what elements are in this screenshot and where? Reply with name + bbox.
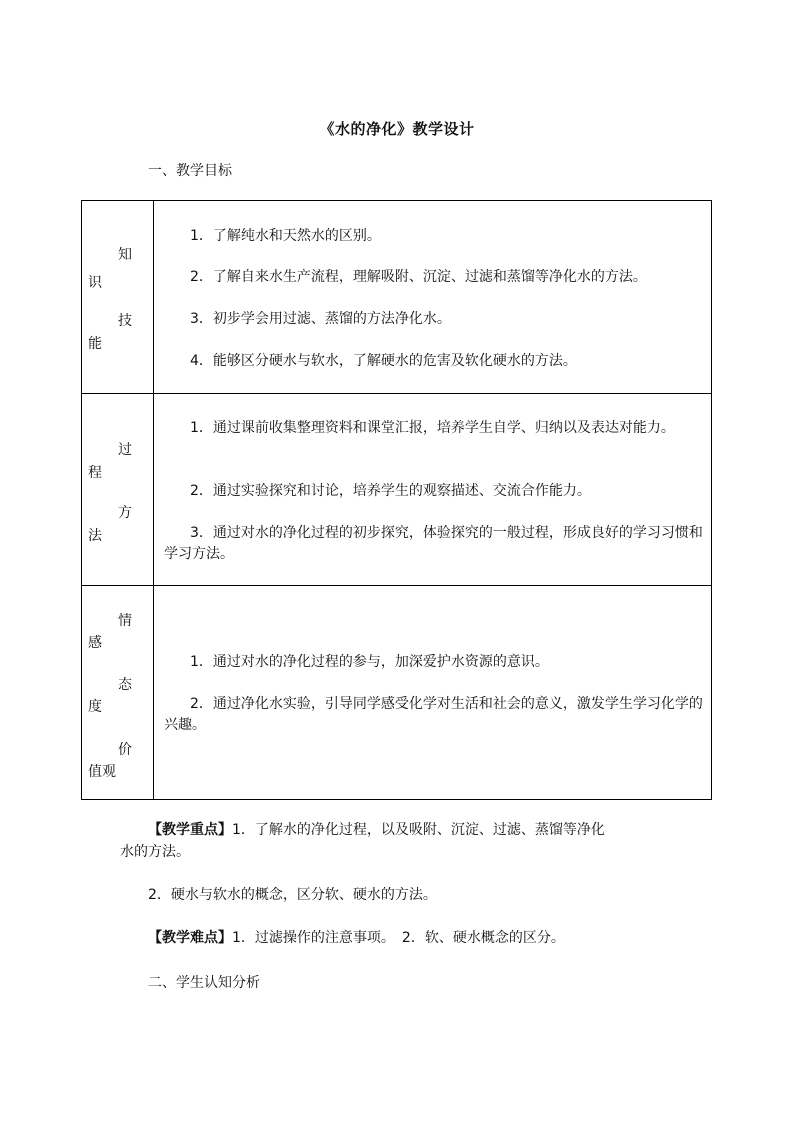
goal-item: 2．通过净化水实验，引导同学感受化学对生活和社会的意义，激发学生学习化学的兴趣。 [164, 696, 703, 733]
document-title: 《水的净化》教学设计 [319, 120, 475, 138]
difficult-points-text: 1．过滤操作的注意事项。 2．软、硬水概念的区分。 [232, 930, 565, 946]
goal-row-emotion-attitude-values [82, 585, 711, 799]
key-points-label: 【教学重点】 [148, 822, 232, 838]
label-char: 方 [118, 505, 132, 521]
goal-item: 3．通过对水的净化过程的初步探究，体验探究的一般过程，形成良好的学习习惯和学习方法。 [164, 525, 703, 562]
label-char: 情 [118, 613, 132, 629]
goal-item: 1．了解纯水和天然水的区别。 [190, 228, 381, 244]
goal-row-process-methods [82, 393, 711, 585]
goal-row-knowledge-skills [82, 201, 711, 393]
goal-label-knowledge-skills [82, 201, 154, 393]
goal-item: 4．能够区分硬水与软水，了解硬水的危害及软化硬水的方法。 [190, 353, 577, 369]
label-char: 度 [88, 699, 102, 715]
key-points-line [148, 820, 605, 841]
label-char: 态 [118, 677, 132, 693]
key-points-item2: 2．硬水与软水的概念，区分软、硬水的方法。 [148, 887, 437, 903]
teaching-goals-table [81, 200, 712, 800]
label-char: 技 [118, 313, 132, 329]
label-char: 识 [88, 275, 102, 291]
difficult-points-line [148, 928, 565, 949]
label-char: 法 [88, 528, 102, 544]
label-char: 程 [88, 465, 102, 481]
goal-content-process-methods [154, 394, 711, 585]
key-points-item1: 1．了解水的净化过程，以及吸附、沉淀、过滤、蒸馏等净化 [232, 822, 605, 838]
goal-content-knowledge-skills [154, 201, 711, 393]
label-char: 价 [118, 742, 132, 758]
label-char: 知 [118, 247, 132, 263]
goal-item: 2．通过实验探究和讨论，培养学生的观察描述、交流合作能力。 [190, 483, 591, 499]
goal-item: 1．通过对水的净化过程的参与，加深爱护水资源的意识。 [190, 654, 549, 670]
label-char: 过 [118, 442, 132, 458]
section-heading-teaching-goals: 一、教学目标 [148, 163, 232, 179]
label-char: 值观 [88, 764, 116, 780]
goal-item: 3．初步学会用过滤、蒸馏的方法净化水。 [190, 311, 451, 327]
goal-item: 2．了解自来水生产流程，理解吸附、沉淀、过滤和蒸馏等净化水的方法。 [190, 269, 647, 285]
label-char: 能 [88, 336, 102, 352]
difficult-points-label: 【教学难点】 [148, 930, 232, 946]
section-heading-student-cognition: 二、学生认知分析 [148, 975, 260, 991]
key-points-item1-continued: 水的方法。 [120, 844, 190, 860]
goal-label-process-methods [82, 394, 154, 585]
goal-content-emotion-attitude-values [154, 586, 711, 799]
goal-label-emotion-attitude-values [82, 586, 154, 799]
goal-item: 1．通过课前收集整理资料和课堂汇报，培养学生自学、归纳以及表达对能力。 [190, 420, 675, 436]
label-char: 感 [88, 635, 102, 651]
